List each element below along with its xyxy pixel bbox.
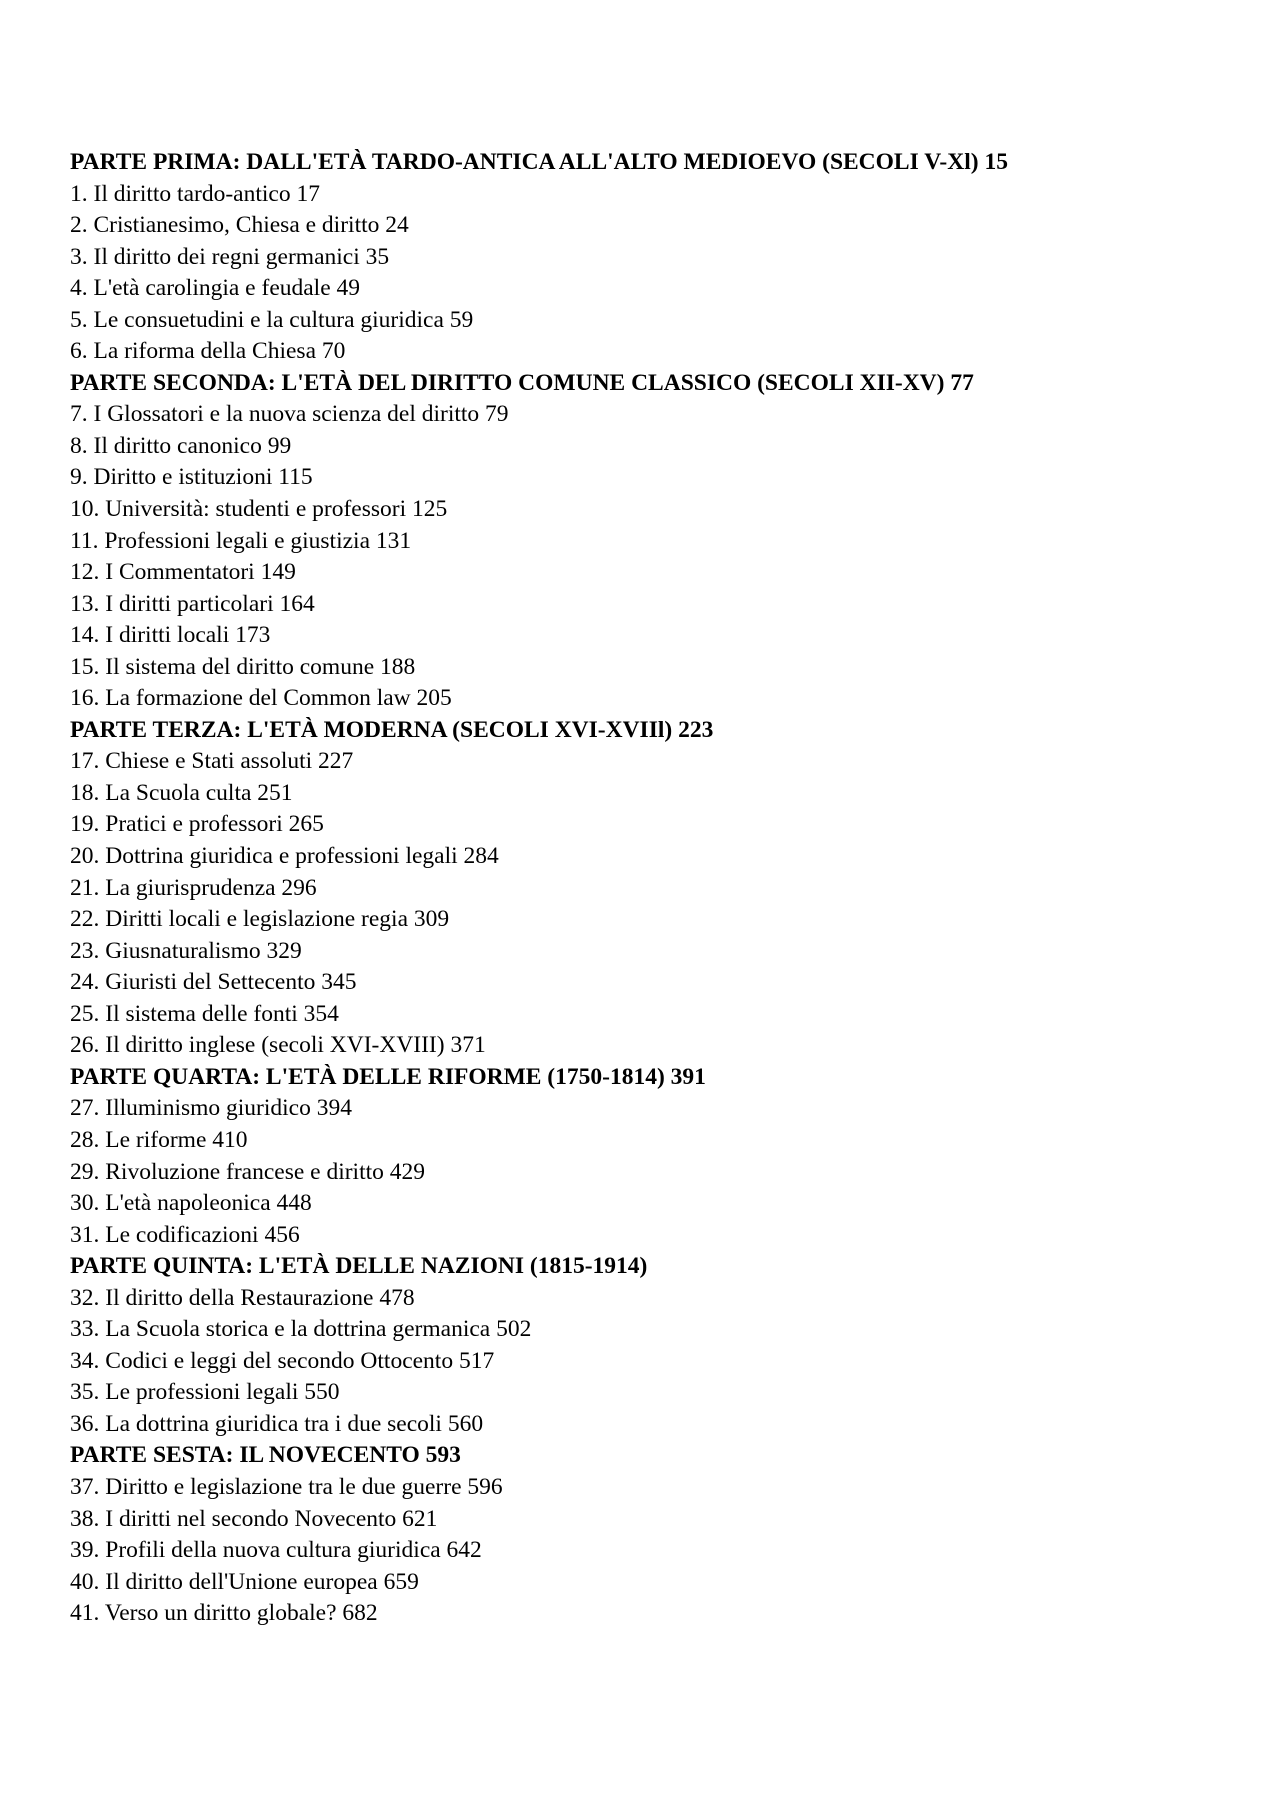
toc-chapter-entry: 32. Il diritto della Restaurazione 478 (70, 1284, 415, 1311)
toc-chapter-entry: 7. I Glossatori e la nuova scienza del diritto 79 (70, 401, 509, 428)
toc-part-heading: PARTE PRIMA: DALL'ETÀ TARDO-ANTICA ALL'ALTO MEDIOEVO (SECOLI V-Xl) 15 (70, 149, 1008, 175)
toc-chapter-entry: 23. Giusnaturalismo 329 (70, 937, 302, 964)
toc-chapter-entry: 14. I diritti locali 173 (70, 622, 271, 649)
toc-chapter-entry: 24. Giuristi del Settecento 345 (70, 969, 357, 996)
toc-part-heading: PARTE SESTA: IL NOVECENTO 593 (70, 1442, 461, 1469)
toc-chapter-entry: 2. Cristianesimo, Chiesa e diritto 24 (70, 212, 409, 239)
toc-chapter-entry: 17. Chiese e Stati assoluti 227 (70, 748, 354, 775)
toc-chapter-entry: 20. Dottrina giuridica e professioni legali 284 (70, 843, 499, 870)
toc-chapter-entry: 3. Il diritto dei regni germanici 35 (70, 243, 390, 270)
toc-part-heading: PARTE SECONDA: L'ETÀ DEL DIRITTO COMUNE CLASSICO (SECOLI XII-XV) 77 (70, 369, 974, 396)
toc-chapter-entry: 12. I Commentatori 149 (70, 559, 296, 586)
toc-chapter-entry: 6. La riforma della Chiesa 70 (70, 338, 346, 365)
toc-chapter-entry: 41. Verso un diritto globale? 682 (70, 1600, 378, 1627)
toc-chapter-entry: 31. Le codificazioni 456 (70, 1221, 300, 1248)
toc-chapter-entry: 33. La Scuola storica e la dottrina germanica 502 (70, 1316, 532, 1343)
toc-chapter-entry: 36. La dottrina giuridica tra i due secoli 560 (70, 1410, 484, 1437)
toc-chapter-entry: 8. Il diritto canonico 99 (70, 432, 292, 459)
toc-chapter-entry: 1. Il diritto tardo-antico 17 (70, 180, 320, 207)
toc-chapter-entry: 28. Le riforme 410 (70, 1126, 248, 1153)
toc-chapter-entry: 29. Rivoluzione francese e diritto 429 (70, 1158, 426, 1185)
toc-chapter-entry: 4. L'età carolingia e feudale 49 (70, 275, 361, 302)
toc-chapter-entry: 37. Diritto e legislazione tra le due guerre 596 (70, 1473, 503, 1500)
toc-chapter-entry: 34. Codici e leggi del secondo Ottocento 517 (70, 1347, 495, 1374)
toc-chapter-entry: 16. La formazione del Common law 205 (70, 685, 452, 712)
toc-chapter-entry: 13. I diritti particolari 164 (70, 590, 315, 617)
toc-chapter-entry: 39. Profili della nuova cultura giuridica 642 (70, 1537, 482, 1564)
toc-chapter-entry: 25. Il sistema delle fonti 354 (70, 1000, 339, 1027)
toc-chapter-entry: 15. Il sistema del diritto comune 188 (70, 653, 416, 680)
toc-chapter-entry: 27. Illuminismo giuridico 394 (70, 1095, 352, 1122)
toc-chapter-entry: 21. La giurisprudenza 296 (70, 874, 317, 901)
toc-chapter-entry: 19. Pratici e professori 265 (70, 811, 324, 838)
toc-chapter-entry: 18. La Scuola culta 251 (70, 779, 293, 806)
toc-part-heading: PARTE TERZA: L'ETÀ MODERNA (SECOLI XVI-XVIIl) 223 (70, 716, 714, 743)
toc-chapter-entry: 5. Le consuetudini e la cultura giuridica 59 (70, 306, 474, 333)
toc-chapter-entry: 30. L'età napoleonica 448 (70, 1190, 312, 1217)
toc-chapter-entry: 10. Università: studenti e professori 125 (70, 496, 448, 523)
toc-chapter-entry: 40. Il diritto dell'Unione europea 659 (70, 1568, 419, 1595)
toc-chapter-entry: 38. I diritti nel secondo Novecento 621 (70, 1505, 438, 1532)
toc-part-heading: PARTE QUARTA: L'ETÀ DELLE RIFORME (1750-1814) 391 (70, 1063, 706, 1090)
toc-chapter-entry: 26. Il diritto inglese (secoli XVI-XVIII) 371 (70, 1032, 486, 1059)
toc-part-heading: PARTE QUINTA: L'ETÀ DELLE NAZIONI (1815-1914) (70, 1253, 648, 1280)
toc-chapter-entry: 22. Diritti locali e legislazione regia 309 (70, 906, 450, 933)
table-of-contents (70, 147, 1250, 1630)
toc-chapter-entry: 9. Diritto e istituzioni 115 (70, 464, 313, 491)
toc-chapter-entry: 35. Le professioni legali 550 (70, 1379, 340, 1406)
toc-chapter-entry: 11. Professioni legali e giustizia 131 (70, 527, 412, 554)
